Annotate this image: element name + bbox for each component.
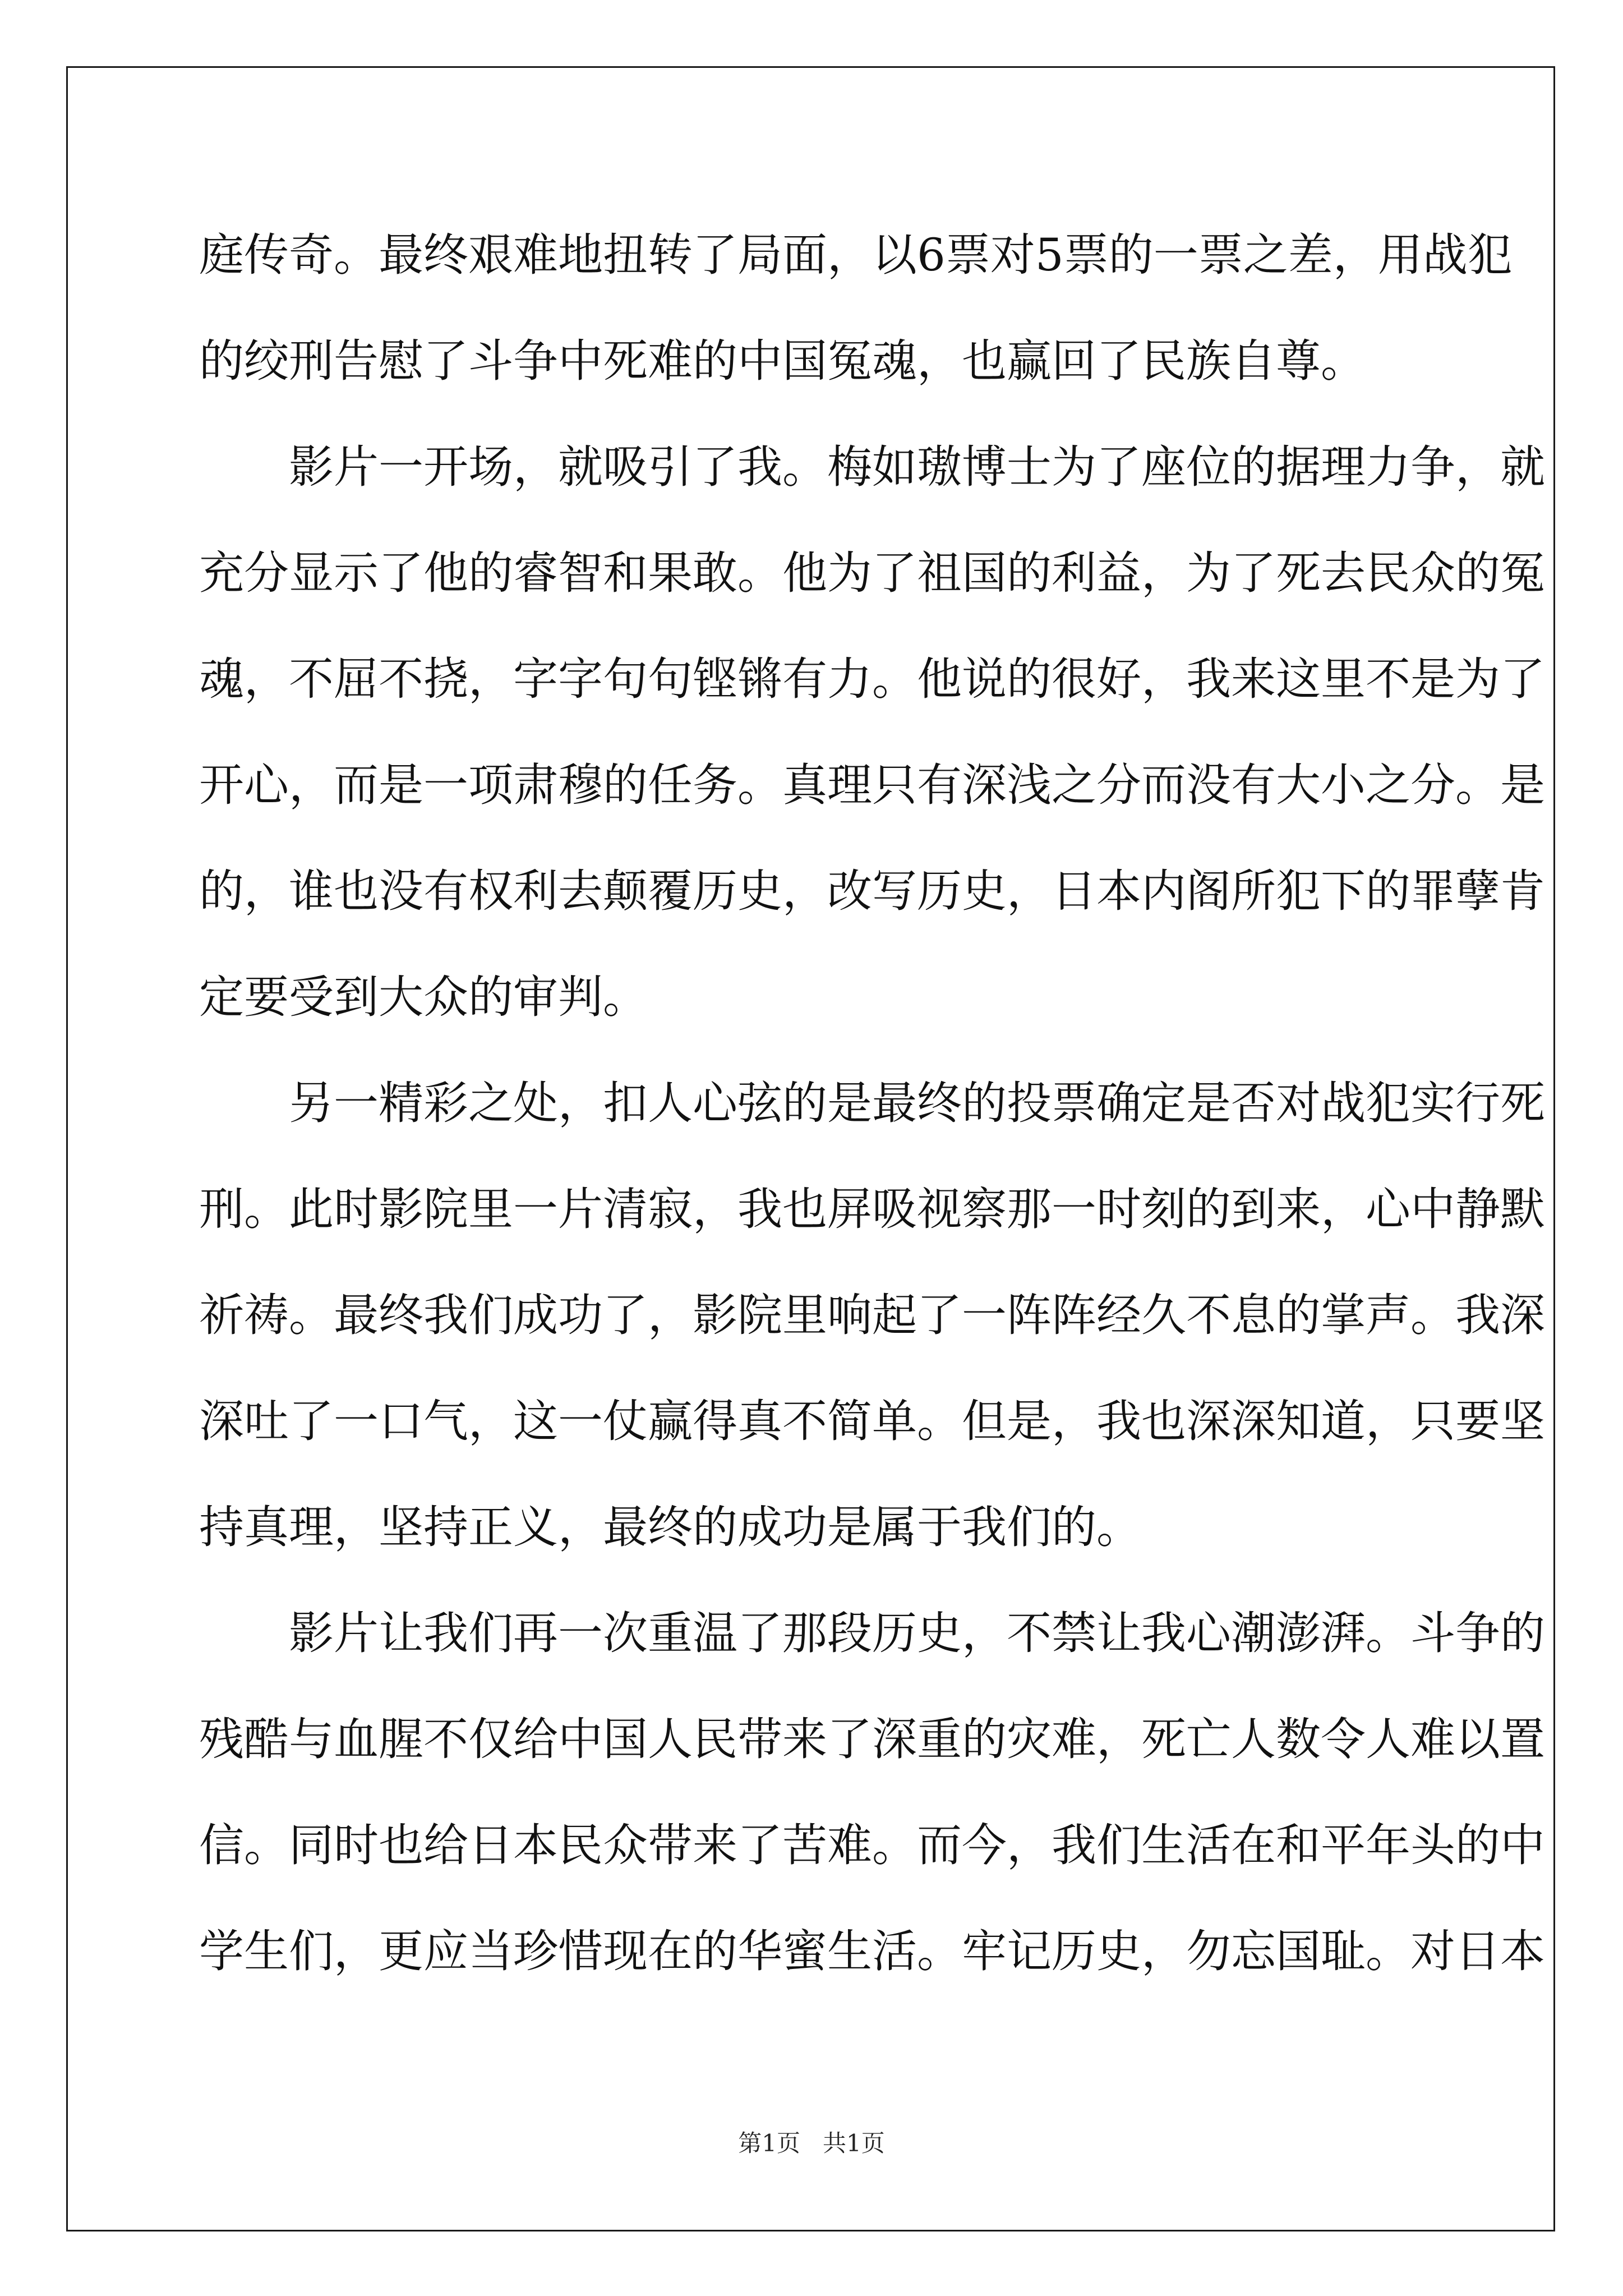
page-footer <box>0 2125 1623 2159</box>
text-line: 深吐了一口气，这一仗赢得真不简单。但是，我也深深知道，只要坚 <box>199 1395 1545 1447</box>
text-line: 魂，不屈不挠，字字句句铿锵有力。他说的很好，我来这里不是为了 <box>199 653 1545 705</box>
text-line: 的绞刑告慰了斗争中死难的中国冤魂，也赢回了民族自尊。 <box>199 335 1366 387</box>
text-line: 祈祷。最终我们成功了，影院里响起了一阵阵经久不息的掌声。我深 <box>199 1289 1545 1341</box>
text-line: 开心，而是一项肃穆的任务。真理只有深浅之分而没有大小之分。是 <box>199 759 1545 811</box>
text-line: 影片一开场，就吸引了我。梅如璈博士为了座位的据理力争，就 <box>289 441 1545 493</box>
text-line: 信。同时也给日本民众带来了苦难。而今，我们生活在和平年头的中 <box>199 1819 1545 1871</box>
page-number: 第1页 <box>738 2129 800 2157</box>
page-total: 共1页 <box>823 2129 885 2157</box>
text-line: 充分显示了他的睿智和果敢。他为了祖国的利益，为了死去民众的冤 <box>199 547 1545 599</box>
document-body <box>199 202 1545 2004</box>
text-line: 的，谁也没有权利去颠覆历史，改写历史，日本内阁所犯下的罪孽肯 <box>199 865 1545 917</box>
text-line: 庭传奇。最终艰难地扭转了局面，以6票对5票的一票之差，用战犯 <box>199 229 1513 281</box>
text-line: 刑。此时影院里一片清寂，我也屏吸视察那一时刻的到来，心中静默 <box>199 1183 1545 1235</box>
text-line: 定要受到大众的审判。 <box>199 971 648 1023</box>
text-line: 影片让我们再一次重温了那段历史，不禁让我心潮澎湃。斗争的 <box>289 1607 1545 1659</box>
text-line: 残酷与血腥不仅给中国人民带来了深重的灾难，死亡人数令人难以置 <box>199 1713 1545 1765</box>
text-line: 持真理，坚持正义，最终的成功是属于我们的。 <box>199 1501 1141 1553</box>
text-line: 另一精彩之处，扣人心弦的是最终的投票确定是否对战犯实行死 <box>289 1077 1545 1129</box>
text-line: 学生们，更应当珍惜现在的华蜜生活。牢记历史，勿忘国耻。对日本 <box>199 1925 1545 1977</box>
